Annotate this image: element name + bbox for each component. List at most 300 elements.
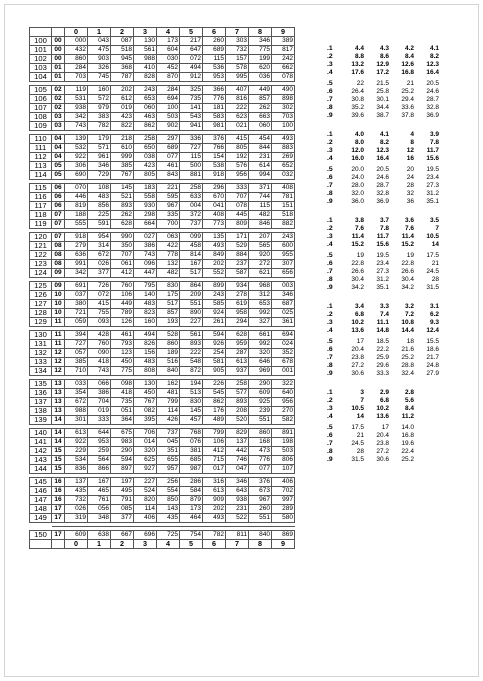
mantissa-value: 663 bbox=[249, 113, 272, 122]
table-row bbox=[30, 456, 295, 465]
mantissa-value: 690 bbox=[65, 171, 88, 180]
mantissa-value: 160 bbox=[88, 86, 111, 95]
mantissa-value: 903 bbox=[88, 55, 111, 64]
pp-label: .3 bbox=[327, 232, 333, 240]
mantissa-value: 290 bbox=[249, 380, 272, 389]
pp-value: 28.8 bbox=[401, 361, 414, 369]
mantissa-value: 302 bbox=[272, 104, 295, 113]
pp-value: 27.9 bbox=[426, 369, 439, 377]
pp-value: 28.7 bbox=[426, 95, 439, 103]
mantissa-value: 450 bbox=[134, 389, 157, 398]
mantissa-value: 272 bbox=[249, 260, 272, 269]
mantissa-value: 613 bbox=[226, 358, 249, 367]
mantissa-value: 227 bbox=[134, 478, 157, 487]
table-row bbox=[30, 358, 295, 367]
mantissa-value: 312 bbox=[249, 291, 272, 300]
mantissa-value: 744 bbox=[249, 193, 272, 202]
pp-value: 17.2 bbox=[376, 68, 389, 76]
mantissa-value: 226 bbox=[203, 380, 226, 389]
mantissa-value: 066 bbox=[88, 380, 111, 389]
mantissa-value: 737 bbox=[157, 429, 180, 438]
pp-value: 14.8 bbox=[376, 326, 389, 334]
mantissa-value: 173 bbox=[180, 505, 203, 514]
mantissa-value: 938 bbox=[65, 104, 88, 113]
pp-row bbox=[326, 440, 440, 448]
mantissa-value: 776 bbox=[203, 95, 226, 104]
table-row bbox=[30, 505, 295, 514]
pp-value: 8 bbox=[410, 138, 414, 146]
pp-value: 22 bbox=[356, 79, 364, 87]
pp-blank bbox=[390, 381, 415, 389]
mantissa-value: 581 bbox=[203, 358, 226, 367]
mantissa-value: 412 bbox=[203, 447, 226, 456]
row-number: 116 bbox=[30, 193, 52, 202]
pp-value: 25.8 bbox=[376, 87, 389, 95]
pp-label: .9 bbox=[327, 197, 333, 205]
pp-value: 33.3 bbox=[376, 369, 389, 377]
table-row bbox=[30, 398, 295, 407]
mantissa-value: 269 bbox=[272, 153, 295, 162]
mantissa-value: 729 bbox=[88, 171, 111, 180]
mantissa-value: 193 bbox=[157, 318, 180, 327]
table-row bbox=[30, 367, 295, 376]
mantissa-value: 325 bbox=[180, 86, 203, 95]
mantissa-value: 351 bbox=[157, 447, 180, 456]
mantissa-value: 176 bbox=[203, 407, 226, 416]
mantissa-value: 662 bbox=[272, 64, 295, 73]
mantissa-value: 445 bbox=[226, 211, 249, 220]
pp-label: .9 bbox=[327, 111, 333, 119]
pp-blank bbox=[365, 209, 390, 217]
mantissa-prefix: 07 bbox=[52, 233, 65, 242]
mantissa-prefix: 03 bbox=[52, 113, 65, 122]
table-row bbox=[30, 407, 295, 416]
mantissa-value: 100 bbox=[272, 122, 295, 131]
mantissa-value: 051 bbox=[111, 407, 134, 416]
pp-value: 34.2 bbox=[351, 283, 364, 291]
mantissa-value: 934 bbox=[226, 282, 249, 291]
mantissa-value: 284 bbox=[65, 64, 88, 73]
mantissa-value: 524 bbox=[134, 487, 157, 496]
mantissa-value: 864 bbox=[180, 282, 203, 291]
pp-blank bbox=[415, 37, 440, 45]
mantissa-value: 613 bbox=[65, 429, 88, 438]
mantissa-value: 348 bbox=[88, 514, 111, 523]
pp-row bbox=[326, 112, 440, 120]
mantissa-value: 745 bbox=[88, 73, 111, 82]
mantissa-value: 619 bbox=[226, 300, 249, 309]
pp-value: 19.5 bbox=[426, 165, 439, 173]
mantissa-value: 653 bbox=[249, 300, 272, 309]
mantissa-value: 694 bbox=[157, 95, 180, 104]
pp-value: 31.2 bbox=[376, 275, 389, 283]
mantissa-value: 458 bbox=[180, 242, 203, 251]
pp-value: 10.5 bbox=[426, 232, 439, 240]
pp-label: .4 bbox=[327, 68, 333, 76]
mantissa-value: 119 bbox=[65, 86, 88, 95]
mantissa-prefix: 13 bbox=[52, 389, 65, 398]
mantissa-value: 114 bbox=[157, 407, 180, 416]
mantissa-value: 306 bbox=[65, 162, 88, 171]
pp-value: 14 bbox=[431, 240, 439, 248]
mantissa-value: 059 bbox=[65, 318, 88, 327]
mantissa-prefix: 06 bbox=[52, 184, 65, 193]
row-number: 137 bbox=[30, 398, 52, 407]
mantissa-value: 194 bbox=[180, 380, 203, 389]
pp-value: 21.6 bbox=[401, 345, 414, 353]
mantissa-value: 490 bbox=[272, 86, 295, 95]
column-header: 7 bbox=[226, 28, 249, 37]
mantissa-value: 990 bbox=[111, 233, 134, 242]
pp-value: 27.2 bbox=[351, 361, 364, 369]
mantissa-value: 687 bbox=[272, 300, 295, 309]
pp-row bbox=[326, 397, 440, 405]
row-number: 107 bbox=[30, 104, 52, 113]
row-number: 102 bbox=[30, 55, 52, 64]
mantissa-value: 132 bbox=[157, 260, 180, 269]
mantissa-value: 123 bbox=[111, 349, 134, 358]
column-header: 0 bbox=[65, 540, 88, 549]
mantissa-prefix: 14 bbox=[52, 416, 65, 425]
mantissa-value: 077 bbox=[157, 153, 180, 162]
mantissa-value: 231 bbox=[249, 153, 272, 162]
row-number: 142 bbox=[30, 447, 52, 456]
pp-row bbox=[326, 139, 440, 147]
mantissa-prefix: 09 bbox=[52, 282, 65, 291]
pp-value: 20.4 bbox=[376, 431, 389, 439]
pp-label: .5 bbox=[327, 165, 333, 173]
pp-value: 30.8 bbox=[351, 95, 364, 103]
mantissa-value: 222 bbox=[226, 104, 249, 113]
mantissa-value: 027 bbox=[134, 233, 157, 242]
mantissa-value: 643 bbox=[226, 487, 249, 496]
mantissa-value: 565 bbox=[249, 242, 272, 251]
pp-value: 17.6 bbox=[351, 68, 364, 76]
pp-blank bbox=[340, 123, 365, 131]
pp-value: 29.4 bbox=[401, 95, 414, 103]
mantissa-value: 243 bbox=[203, 291, 226, 300]
mantissa-prefix: 17 bbox=[52, 505, 65, 514]
mantissa-value: 918 bbox=[65, 233, 88, 242]
table-row bbox=[30, 300, 295, 309]
pp-label: .2 bbox=[327, 52, 333, 60]
mantissa-value: 689 bbox=[157, 144, 180, 153]
pp-value: 17.5 bbox=[351, 423, 364, 431]
pp-value: 28.7 bbox=[376, 181, 389, 189]
pp-value: 12 bbox=[406, 146, 414, 154]
mantissa-value: 620 bbox=[249, 64, 272, 73]
row-number: 114 bbox=[30, 171, 52, 180]
pp-value: 14.4 bbox=[401, 326, 414, 334]
pp-value: 7 bbox=[360, 396, 364, 404]
table-row bbox=[30, 531, 295, 540]
pp-value: 28.0 bbox=[351, 181, 364, 189]
mantissa-value: 820 bbox=[134, 496, 157, 505]
mantissa-value: 727 bbox=[180, 144, 203, 153]
mantissa-value: 776 bbox=[249, 456, 272, 465]
mantissa-value: 449 bbox=[249, 86, 272, 95]
mantissa-value: 905 bbox=[203, 367, 226, 376]
pp-row bbox=[326, 190, 440, 198]
mantissa-value: 938 bbox=[226, 496, 249, 505]
mantissa-prefix: 06 bbox=[52, 202, 65, 211]
pp-blank bbox=[390, 37, 415, 45]
pp-row bbox=[326, 155, 440, 163]
mantissa-value: 464 bbox=[180, 514, 203, 523]
pp-label: .1 bbox=[327, 216, 333, 224]
row-number: 125 bbox=[30, 282, 52, 291]
mantissa-value: 685 bbox=[180, 456, 203, 465]
pp-value: 6.2 bbox=[429, 310, 439, 318]
mantissa-value: 836 bbox=[65, 465, 88, 474]
mantissa-value: 143 bbox=[157, 505, 180, 514]
mantissa-value: 961 bbox=[88, 153, 111, 162]
pp-value: 28 bbox=[431, 275, 439, 283]
mantissa-value: 000 bbox=[65, 37, 88, 46]
pp-top-spacer bbox=[326, 27, 440, 37]
mantissa-prefix: 02 bbox=[52, 86, 65, 95]
mantissa-value: 924 bbox=[203, 309, 226, 318]
mantissa-value: 732 bbox=[226, 46, 249, 55]
table-row bbox=[30, 144, 295, 153]
pp-value: 17.5 bbox=[426, 251, 439, 259]
mantissa-value: 017 bbox=[203, 465, 226, 474]
pp-value bbox=[415, 432, 440, 440]
mantissa-value: 727 bbox=[65, 340, 88, 349]
pp-blank bbox=[326, 37, 340, 45]
mantissa-value: 475 bbox=[88, 46, 111, 55]
mantissa-prefix: 01 bbox=[52, 64, 65, 73]
pp-row bbox=[326, 362, 440, 370]
mantissa-value: 197 bbox=[111, 478, 134, 487]
mantissa-prefix: 13 bbox=[52, 380, 65, 389]
pp-value bbox=[415, 424, 440, 432]
pp-value: 3.6 bbox=[404, 216, 414, 224]
pp-row bbox=[326, 53, 440, 61]
mantissa-value: 168 bbox=[249, 438, 272, 447]
header-blank bbox=[52, 540, 65, 549]
row-number: 145 bbox=[30, 478, 52, 487]
mantissa-value: 761 bbox=[88, 496, 111, 505]
mantissa-value: 503 bbox=[272, 447, 295, 456]
mantissa-value: 656 bbox=[272, 269, 295, 278]
pp-value: 10.8 bbox=[401, 318, 414, 326]
mantissa-prefix: 04 bbox=[52, 135, 65, 144]
pp-value: 24.8 bbox=[426, 361, 439, 369]
column-header: 3 bbox=[134, 540, 157, 549]
mantissa-value: 647 bbox=[180, 46, 203, 55]
row-number: 132 bbox=[30, 349, 52, 358]
mantissa-value: 078 bbox=[272, 73, 295, 82]
mantissa-value: 082 bbox=[134, 407, 157, 416]
mantissa-prefix: 13 bbox=[52, 407, 65, 416]
mantissa-value: 830 bbox=[157, 282, 180, 291]
mantissa-value: 879 bbox=[180, 496, 203, 505]
mantissa-value: 256 bbox=[157, 478, 180, 487]
mantissa-value: 316 bbox=[203, 478, 226, 487]
table-row bbox=[30, 318, 295, 327]
mantissa-value: 704 bbox=[88, 398, 111, 407]
pp-value: 19 bbox=[356, 251, 364, 259]
mantissa-value: 840 bbox=[249, 531, 272, 540]
mantissa-value: 857 bbox=[157, 309, 180, 318]
pp-value: 30.4 bbox=[351, 275, 364, 283]
table-row bbox=[30, 202, 295, 211]
mantissa-value: 303 bbox=[226, 37, 249, 46]
pp-blank bbox=[340, 27, 365, 37]
pp-value: 13.6 bbox=[351, 326, 364, 334]
column-header: 2 bbox=[111, 28, 134, 37]
pp-value bbox=[415, 389, 440, 397]
table-row bbox=[30, 153, 295, 162]
pp-label: .2 bbox=[327, 396, 333, 404]
column-header: 1 bbox=[88, 540, 111, 549]
mantissa-value: 927 bbox=[134, 465, 157, 474]
mantissa-value: 791 bbox=[111, 496, 134, 505]
row-number: 110 bbox=[30, 135, 52, 144]
pp-row bbox=[326, 311, 440, 319]
pp-row bbox=[326, 252, 440, 260]
mantissa-value: 126 bbox=[111, 318, 134, 327]
mantissa-value: 202 bbox=[203, 260, 226, 269]
mantissa-value: 381 bbox=[180, 447, 203, 456]
pp-value: 31.2 bbox=[426, 189, 439, 197]
mantissa-value: 218 bbox=[111, 135, 134, 144]
mantissa-value: 297 bbox=[157, 135, 180, 144]
mantissa-value: 243 bbox=[272, 233, 295, 242]
mantissa-value: 538 bbox=[203, 162, 226, 171]
row-number: 119 bbox=[30, 220, 52, 229]
pp-label: .7 bbox=[327, 353, 333, 361]
pp-label: .4 bbox=[327, 412, 333, 420]
pp-value: 29.6 bbox=[376, 361, 389, 369]
pp-value: 8.2 bbox=[379, 138, 389, 146]
pp-blank bbox=[365, 27, 390, 37]
mantissa-value: 162 bbox=[157, 380, 180, 389]
row-number: 136 bbox=[30, 389, 52, 398]
mantissa-value: 782 bbox=[203, 531, 226, 540]
pp-value: 3.1 bbox=[429, 302, 439, 310]
mantissa-value: 988 bbox=[65, 407, 88, 416]
mantissa-value: 259 bbox=[88, 447, 111, 456]
mantissa-value: 145 bbox=[180, 407, 203, 416]
table-row bbox=[30, 122, 295, 131]
pp-value: 4.4 bbox=[354, 44, 364, 52]
mantissa-prefix: 11 bbox=[52, 331, 65, 340]
row-number: 130 bbox=[30, 331, 52, 340]
mantissa-value: 376 bbox=[203, 135, 226, 144]
pp-row bbox=[326, 80, 440, 88]
mantissa-value: 828 bbox=[134, 73, 157, 82]
mantissa-value: 893 bbox=[226, 398, 249, 407]
mantissa-value: 789 bbox=[111, 309, 134, 318]
mantissa-prefix: 14 bbox=[52, 429, 65, 438]
pp-row bbox=[326, 303, 440, 311]
mantissa-value: 811 bbox=[226, 531, 249, 540]
mantissa-value: 926 bbox=[203, 340, 226, 349]
mantissa-value: 860 bbox=[157, 340, 180, 349]
column-header: 2 bbox=[111, 540, 134, 549]
pp-value: 18.6 bbox=[426, 345, 439, 353]
mantissa-value: 290 bbox=[111, 447, 134, 456]
mantissa-value: 461 bbox=[111, 331, 134, 340]
pp-value: 6.8 bbox=[354, 310, 364, 318]
row-number: 121 bbox=[30, 242, 52, 251]
mantissa-value: 461 bbox=[157, 162, 180, 171]
mantissa-value: 167 bbox=[180, 260, 203, 269]
mantissa-value: 130 bbox=[134, 380, 157, 389]
mantissa-value: 775 bbox=[249, 46, 272, 55]
pp-label: .6 bbox=[327, 173, 333, 181]
column-header: 3 bbox=[134, 28, 157, 37]
pp-row bbox=[326, 370, 440, 378]
mantissa-value: 898 bbox=[272, 95, 295, 104]
mantissa-value: 737 bbox=[180, 220, 203, 229]
column-header: 4 bbox=[157, 540, 180, 549]
pp-blank-row bbox=[326, 381, 440, 389]
mantissa-value: 099 bbox=[180, 233, 203, 242]
mantissa-value: 342 bbox=[65, 113, 88, 122]
mantissa-value: 078 bbox=[226, 202, 249, 211]
mantissa-value: 192 bbox=[226, 153, 249, 162]
mantissa-value: 517 bbox=[157, 300, 180, 309]
pp-value: 24.0 bbox=[351, 173, 364, 181]
mantissa-value: 262 bbox=[111, 211, 134, 220]
pp-value: 13.6 bbox=[376, 412, 389, 420]
mantissa-value: 945 bbox=[111, 55, 134, 64]
pp-value: 24.6 bbox=[376, 173, 389, 181]
mantissa-value: 613 bbox=[203, 487, 226, 496]
mantissa-value: 115 bbox=[180, 153, 203, 162]
pp-blank bbox=[326, 123, 340, 131]
mantissa-value: 893 bbox=[180, 340, 203, 349]
pp-value: 21 bbox=[356, 431, 364, 439]
mantissa-value: 967 bbox=[249, 496, 272, 505]
pp-label: .2 bbox=[327, 310, 333, 318]
mantissa-value: 968 bbox=[249, 282, 272, 291]
pp-value: 12.3 bbox=[376, 146, 389, 154]
pp-value: 11.1 bbox=[376, 318, 389, 326]
mantissa-value: 954 bbox=[88, 233, 111, 242]
mantissa-prefix: 08 bbox=[52, 251, 65, 260]
mantissa-value: 612 bbox=[111, 95, 134, 104]
mantissa-value: 108 bbox=[88, 184, 111, 193]
pp-value: 32 bbox=[406, 189, 414, 197]
mantissa-value: 922 bbox=[65, 153, 88, 162]
mantissa-value: 522 bbox=[226, 514, 249, 523]
mantissa-value: 805 bbox=[134, 171, 157, 180]
mantissa-value: 715 bbox=[203, 456, 226, 465]
mantissa-value: 385 bbox=[111, 162, 134, 171]
mantissa-value: 583 bbox=[203, 113, 226, 122]
pp-value: 16.4 bbox=[376, 154, 389, 162]
mantissa-value: 036 bbox=[249, 73, 272, 82]
mantissa-value: 521 bbox=[111, 193, 134, 202]
row-number: 108 bbox=[30, 113, 52, 122]
mantissa-value: 014 bbox=[134, 438, 157, 447]
mantissa-value: 418 bbox=[88, 358, 111, 367]
pp-value: 12.4 bbox=[426, 326, 439, 334]
pp-label: .1 bbox=[327, 130, 333, 138]
table-row bbox=[30, 389, 295, 398]
mantissa-value: 333 bbox=[88, 416, 111, 425]
pp-label: .2 bbox=[327, 224, 333, 232]
mantissa-value: 457 bbox=[180, 416, 203, 425]
mantissa-value: 447 bbox=[134, 269, 157, 278]
mantissa-value: 571 bbox=[88, 144, 111, 153]
mantissa-value: 591 bbox=[88, 220, 111, 229]
pp-value: 15.5 bbox=[426, 337, 439, 345]
